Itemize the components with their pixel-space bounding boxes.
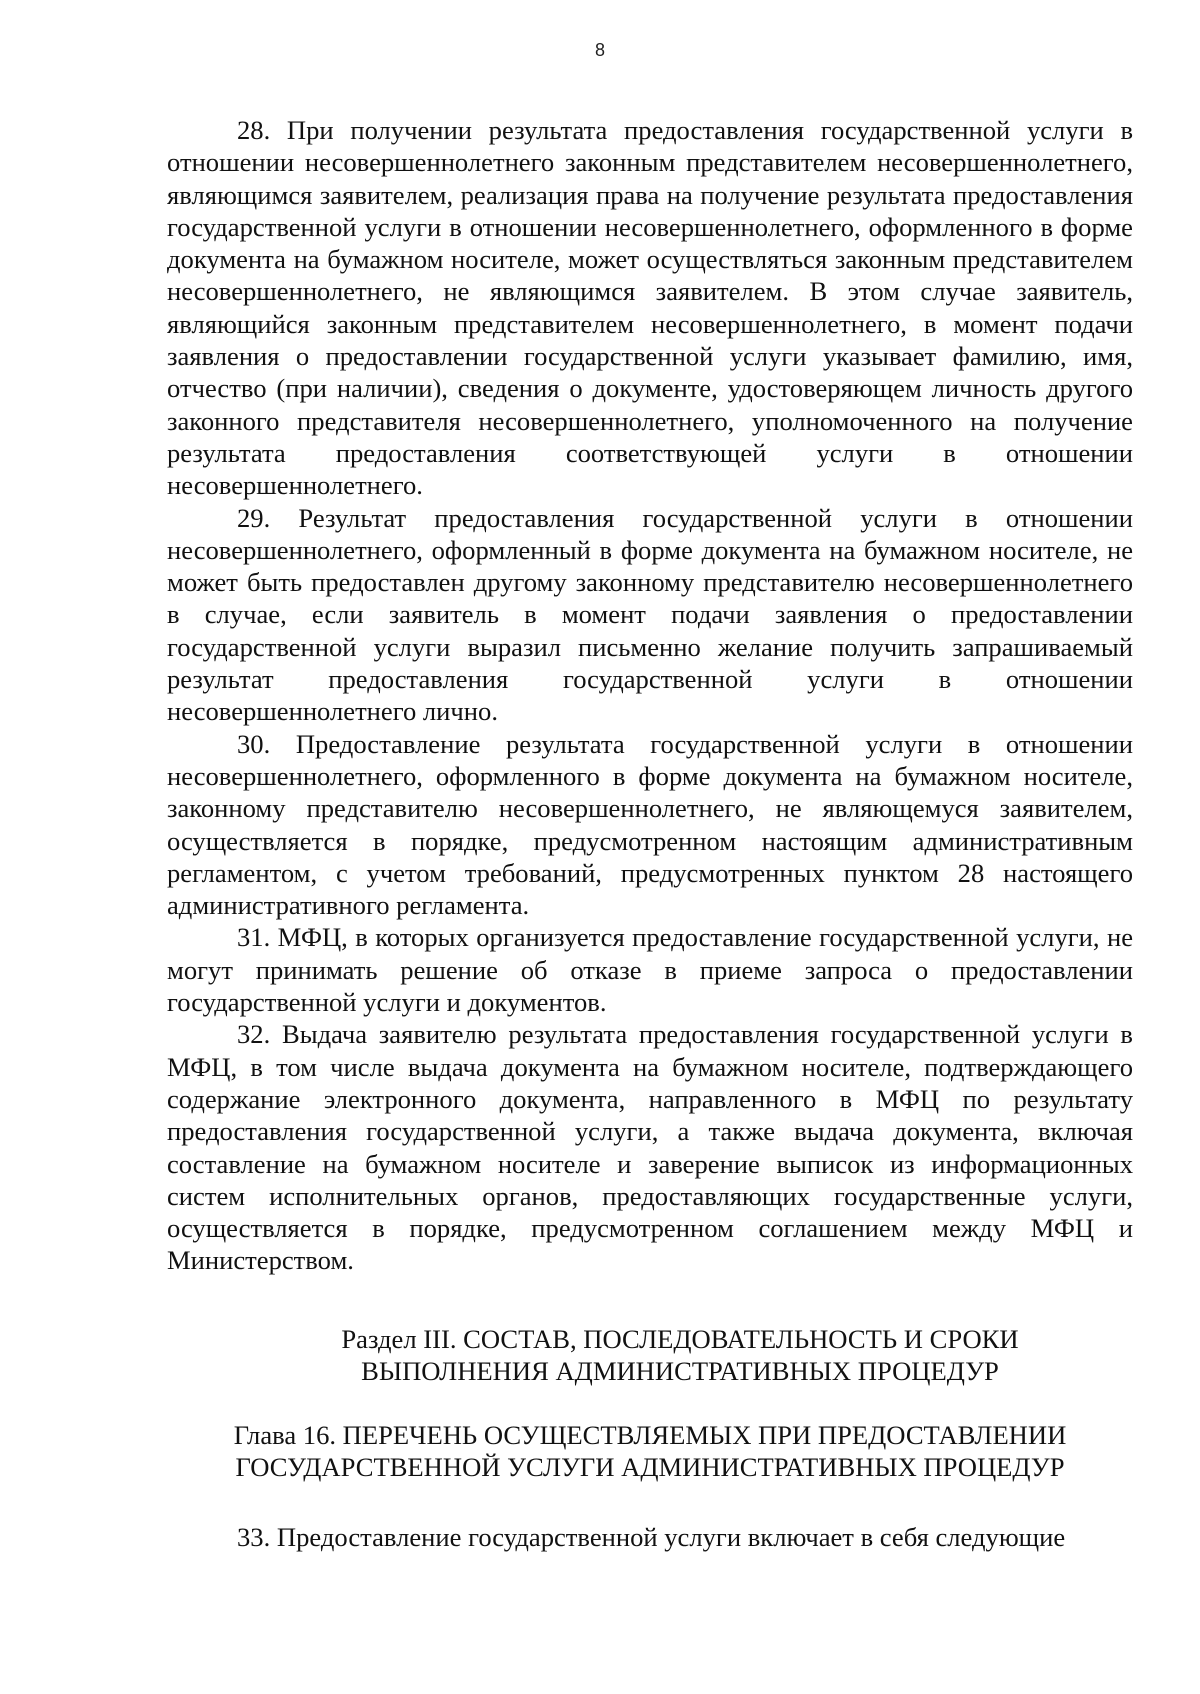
paragraph-31: 31. МФЦ, в которых организуется предоставление государственной услуги, не могут принимать решение об отказе в приеме запроса о предоставлении государственной услуги и документов. — [167, 922, 1133, 1018]
paragraph-33: 33. Предоставление государственной услуги включает в себя следующие — [237, 1521, 1066, 1552]
page-number: 8 — [594, 40, 605, 60]
paragraph-30: 30. Предоставление результата государственной услуги в отношении несовершеннолетнего, оформленного в форме документа на бумажном носителе, законному представителю несовершеннолетнего, не являющемуся заявителем, осуществляется в порядке, предусмотренном настоящим административным регламентом, с учетом требований, предусмотренных пунктом 28 настоящего административного регламента. — [167, 728, 1133, 921]
chapter-heading-line-2: ГОСУДАРСТВЕННОЙ УСЛУГИ АДМИНИСТРАТИВНЫХ ПРОЦЕДУР — [235, 1451, 1065, 1482]
paragraph-32: 32. Выдача заявителю результата предоставления государственной услуги в МФЦ, в том числе выдача документа на бумажном носителе, подтверждающего содержание электронного документа, направленного в МФЦ по результату предоставления государственной услуги, а также выдача документа, включая составление на бумажном носителе и заверение выписок из информационных систем исполнительных органов, предоставляющих государственные услуги, осуществляется в порядке, предусмотренном соглашением между МФЦ и Министерством. — [167, 1019, 1133, 1276]
paragraph-29: 29. Результат предоставления государственной услуги в отношении несовершеннолетнего, оформленный в форме документа на бумажном носителе, не может быть предоставлен другому законному представителю несовершеннолетнего в случае, если заявитель в момент подачи заявления о предоставлении государственной услуги выразил письменно желание получить запрашиваемый результат предоставления государственной услуги в отношении несовершеннолетнего лично. — [167, 502, 1133, 727]
document-body — [167, 114, 1133, 1553]
chapter-heading — [167, 1419, 1133, 1483]
section-heading-line-2: ВЫПОЛНЕНИЯ АДМИНИСТРАТИВНЫХ ПРОЦЕДУР — [361, 1355, 999, 1386]
chapter-heading-line-1: Глава 16. ПЕРЕЧЕНЬ ОСУЩЕСТВЛЯЕМЫХ ПРИ ПРЕДОСТАВЛЕНИИ — [233, 1419, 1067, 1450]
paragraph-28: 28. При получении результата предоставления государственной услуги в отношении несовершеннолетнего законным представителем несовершеннолетнего, являющимся заявителем, реализация права на получение результата предоставления государственной услуги в отношении несовершеннолетнего, оформленного в форме документа на бумажном носителе, может осуществляться законным представителем несовершеннолетнего, не являющимся заявителем. В этом случае заявитель, являющийся законным представителем несовершеннолетнего, в момент подачи заявления о предоставлении государственной услуги указывает фамилию, имя, отчество (при наличии), сведения о документе, удостоверяющем личность другого законного представителя несовершеннолетнего, уполномоченного на получение результата предоставления соответствующей услуги в отношении несовершеннолетнего. — [167, 115, 1133, 501]
section-heading-line-1: Раздел III. СОСТАВ, ПОСЛЕДОВАТЕЛЬНОСТЬ И СРОКИ — [341, 1323, 1019, 1354]
section-heading — [167, 1323, 1133, 1387]
